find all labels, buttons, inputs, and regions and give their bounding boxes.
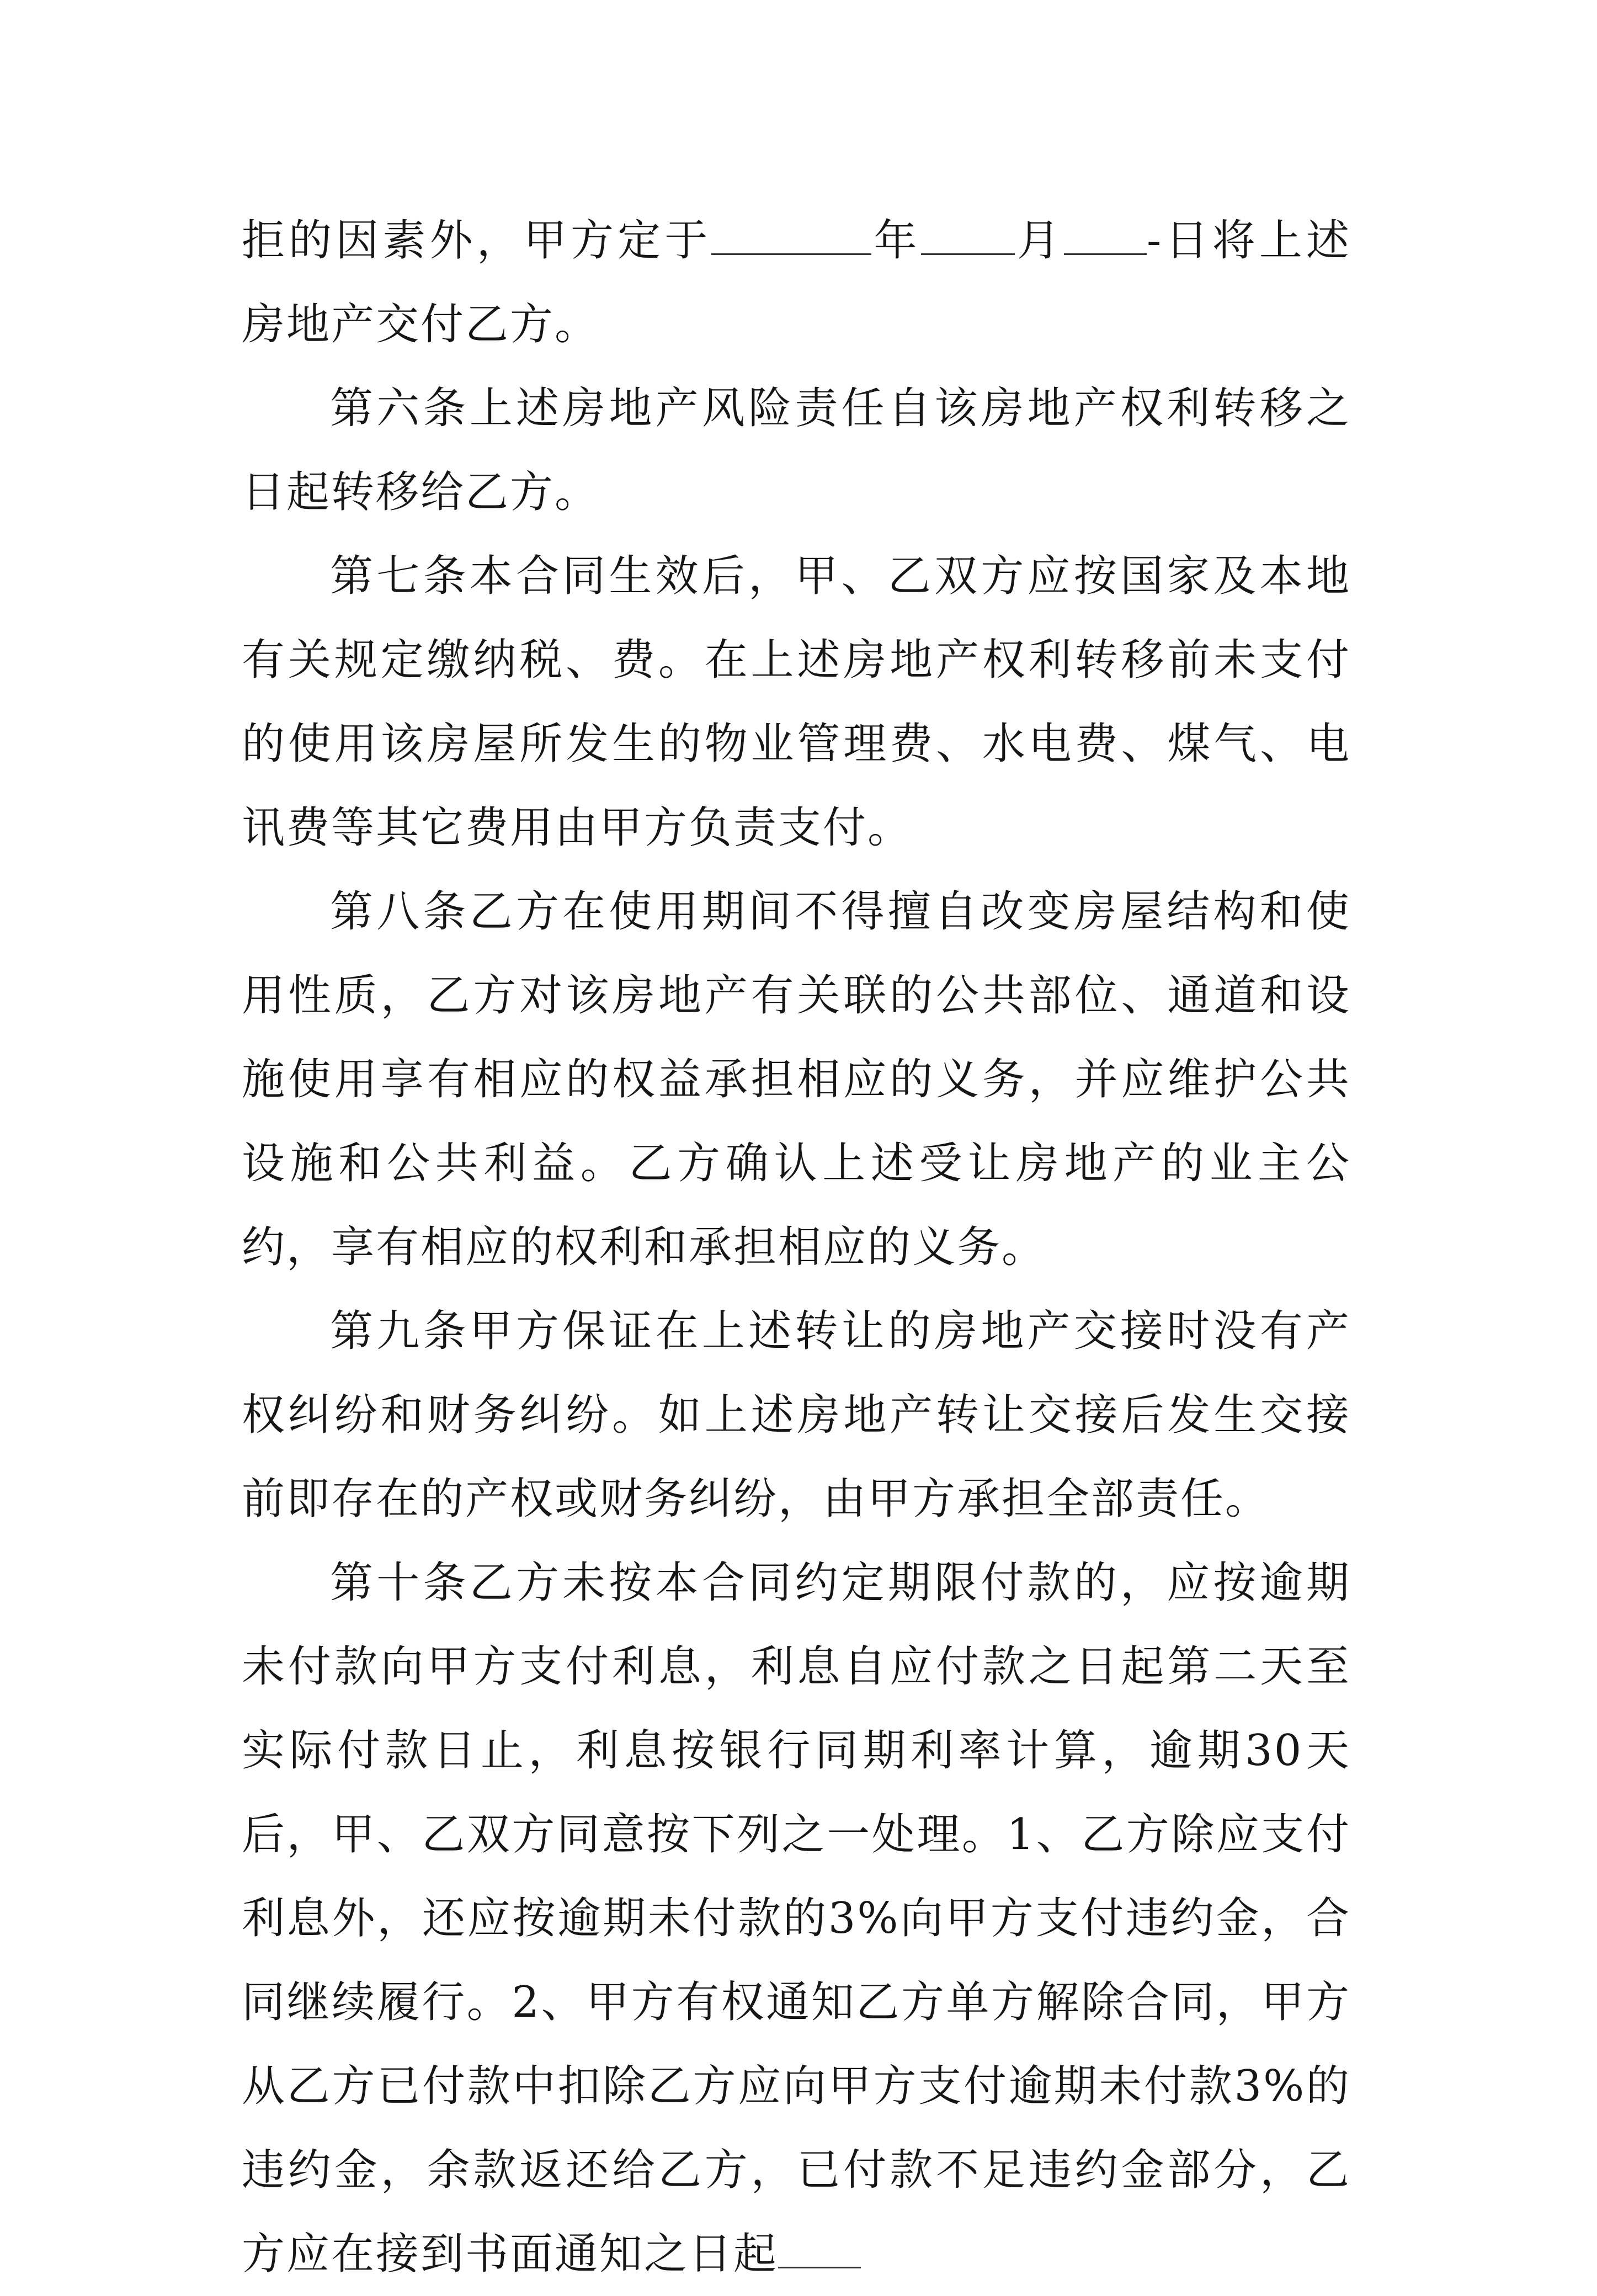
article-9: 第九条甲方保证在上述转让的房地产交接时没有产权纠纷和财务纠纷。如上述房地产转让交接后发生交接前即存在的产权或财务纠纷，由甲方承担全部责任。 [242,1306,1351,1524]
day-blank [1064,220,1147,255]
delivery-text-2: -日将上述房地产交付乙方。 [242,216,1351,349]
article-6: 第六条上述房地产风险责任自该房地产权利转移之日起转移给乙方。 [242,384,1351,517]
delivery-text-1: 拒的因素外，甲方定于 [242,216,712,265]
article-10-text: 第十条乙方未按本合同约定期限付款的，应按逾期未付款向甲方支付利息，利息自应付款之日起第二天至实际付款日止，利息按银行同期利率计算，逾期30天后，甲、乙双方同意按下列之一处理。1、乙方除应支付利息外，还应按逾期未付款的3%向甲方支付违约金，合同继续履行。2、甲方有权通知乙方单方解除合同，甲方从乙方已付款中扣除乙方应向甲方支付逾期未付款3%的违约金，余款返还给乙方，已付款不足违约金部分，乙方应在接到书面通知之日起 [242,1558,1351,2279]
paragraph-delivery-date [242,199,1351,366]
days-blank [778,2234,861,2268]
article-8: 第八条乙方在使用期间不得擅自改变房屋结构和使用性质，乙方对该房地产有关联的公共部位、通道和设施使用享有相应的权益承担相应的义务，并应维护公共设施和公共利益。乙方确认上述受让房地产的业主公约，享有相应的权利和承担相应的义务。 [242,887,1351,1272]
article-7: 第七条本合同生效后，甲、乙双方应按国家及本地有关规定缴纳税、费。在上述房地产权利转移前未支付的使用该房屋所发生的物业管理费、水电费、煤气、电讯费等其它费用由甲方负责支付。 [242,551,1351,853]
month-blank [921,220,1015,255]
article-10 [242,1541,1351,2296]
year-label: 年 [871,216,921,265]
month-label: 月 [1014,216,1064,265]
contract-body [242,199,1351,2296]
year-blank [711,220,871,255]
